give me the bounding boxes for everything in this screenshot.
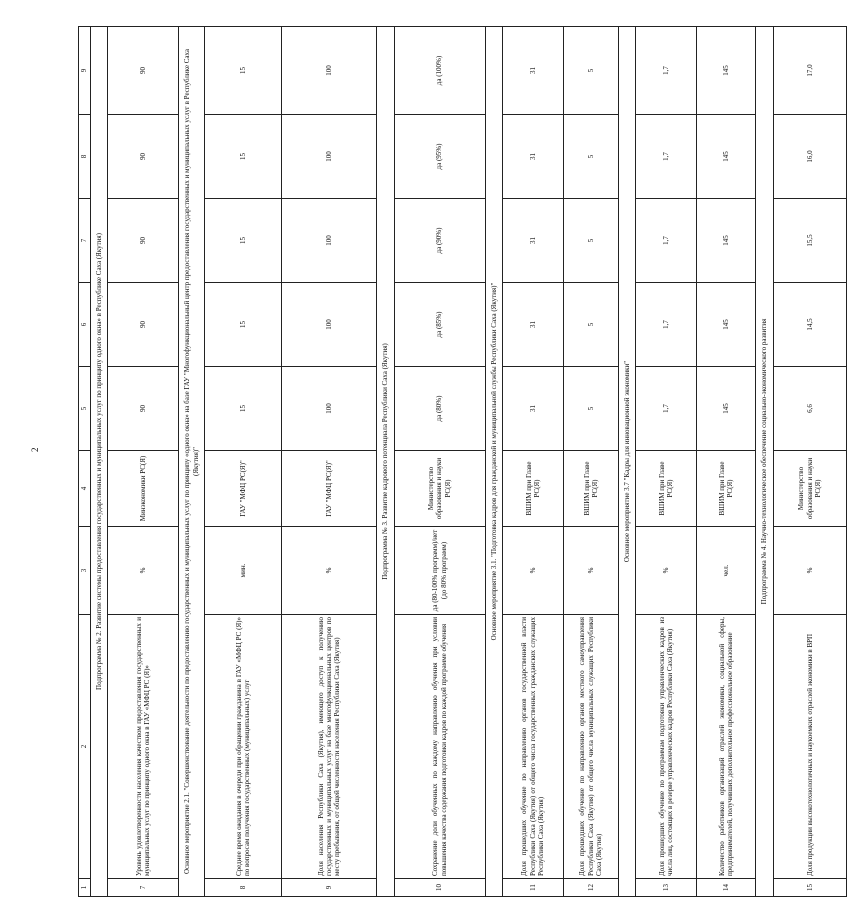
value-cell: 31 — [503, 27, 564, 115]
indicators-table — [78, 26, 847, 897]
section-heading-row — [619, 27, 636, 897]
value-cell: 1,7 — [636, 115, 697, 199]
table-row — [394, 27, 485, 897]
section-heading-row — [179, 27, 205, 897]
table-row — [773, 27, 846, 897]
unit-cell: чел. — [697, 527, 756, 615]
value-cell: 100 — [282, 367, 377, 451]
row-number: 9 — [282, 879, 377, 897]
value-cell: 31 — [503, 115, 564, 199]
value-cell: 145 — [697, 199, 756, 283]
value-cell: 100 — [282, 283, 377, 367]
column-number: 5 — [79, 367, 91, 451]
value-cell: да (100%) — [394, 27, 485, 115]
indicator-name: Среднее время ожидания в очереди при обращении гражданина в ГАУ «МФЦ РС (Я)» по вопросам получения государственных (муниципальных) услуг — [205, 615, 282, 879]
page-number: 2 — [30, 447, 40, 452]
unit-cell: мин. — [205, 527, 282, 615]
value-cell: да (95%) — [394, 115, 485, 199]
value-cell: 31 — [503, 283, 564, 367]
unit-cell: % — [564, 527, 619, 615]
value-cell: 5 — [564, 115, 619, 199]
value-cell: 90 — [108, 115, 179, 199]
table-row — [282, 27, 377, 897]
executor-cell: ВШИМ при Главе РС(Я) — [636, 451, 697, 527]
column-number: 7 — [79, 199, 91, 283]
value-cell: 31 — [503, 367, 564, 451]
row-number: 11 — [503, 879, 564, 897]
section-heading-row — [91, 27, 108, 897]
row-number: 12 — [564, 879, 619, 897]
executor-cell: Министерство образования и науки РС(Я) — [394, 451, 485, 527]
value-cell: 1,7 — [636, 199, 697, 283]
value-cell: 90 — [108, 367, 179, 451]
value-cell: 1,7 — [636, 283, 697, 367]
row-number: 15 — [773, 879, 846, 897]
indicator-name: Доля населения Республики Саха (Якутия), имеющего доступ к получению государственных и муниципальных услуг на базе многофункциональных центров по месту пребывания, от общей численности населения Республики Саха (Якутия) — [282, 615, 377, 879]
value-cell: 145 — [697, 27, 756, 115]
subprogram-heading: Подпрограмма № 4. Научно-технологическое обеспечение социально-экономического развития — [756, 27, 773, 897]
column-number: 1 — [79, 879, 91, 897]
value-cell: 145 — [697, 367, 756, 451]
unit-cell: % — [773, 527, 846, 615]
value-cell: да (85%) — [394, 283, 485, 367]
value-cell: 90 — [108, 27, 179, 115]
table-row — [205, 27, 282, 897]
column-number: 4 — [79, 451, 91, 527]
table-row — [697, 27, 756, 897]
indicator-name: Доля продукции высокотехнологичных и наукоемких отраслей экономики в ВРП — [773, 615, 846, 879]
value-cell: 5 — [564, 283, 619, 367]
executor-cell: ГАУ "МФЦ РС(Я)" — [282, 451, 377, 527]
value-cell: 5 — [564, 27, 619, 115]
value-cell: 17,0 — [773, 27, 846, 115]
executor-cell: Министерство образования и науки РС(Я) — [773, 451, 846, 527]
value-cell: 15,5 — [773, 199, 846, 283]
column-number-row — [79, 27, 91, 897]
column-number: 3 — [79, 527, 91, 615]
value-cell: 5 — [564, 367, 619, 451]
value-cell: 90 — [108, 283, 179, 367]
executor-cell: ВШИМ при Главе РС(Я) — [697, 451, 756, 527]
value-cell: 15 — [205, 367, 282, 451]
value-cell: 16,0 — [773, 115, 846, 199]
indicator-name: Доля прошедших обучение по программам подготовки управленческих кадров из числа лиц, состоящих в резерве управленческих кадров Республики Саха (Якутия) — [636, 615, 697, 879]
table-row — [503, 27, 564, 897]
subprogram-heading: Подпрограмма № 3. Развитие кадрового потенциала Республики Саха (Якутия) — [377, 27, 394, 897]
value-cell: 1,7 — [636, 367, 697, 451]
row-number: 7 — [108, 879, 179, 897]
unit-cell: % — [636, 527, 697, 615]
row-number: 8 — [205, 879, 282, 897]
section-heading-row — [756, 27, 773, 897]
measure-heading: Основное мероприятие 3.7 "Кадры для инновационной экономики" — [619, 27, 636, 897]
unit-cell: % — [282, 527, 377, 615]
executor-cell: ВШИМ при Главе РС(Я) — [503, 451, 564, 527]
value-cell: 15 — [205, 283, 282, 367]
value-cell: 6,6 — [773, 367, 846, 451]
value-cell: 90 — [108, 199, 179, 283]
unit-cell: % — [108, 527, 179, 615]
table-row — [564, 27, 619, 897]
row-number: 14 — [697, 879, 756, 897]
unit-cell: % — [503, 527, 564, 615]
value-cell: 100 — [282, 115, 377, 199]
value-cell: да (80%) — [394, 367, 485, 451]
value-cell: 15 — [205, 199, 282, 283]
value-cell: 5 — [564, 199, 619, 283]
row-number: 10 — [394, 879, 485, 897]
executor-cell: ВШИМ при Главе РС(Я) — [564, 451, 619, 527]
value-cell: 14,5 — [773, 283, 846, 367]
subprogram-heading: Подпрограмма № 2. Развитие системы предоставления государственных и муниципальных услуг по принципу одного окна» в Республике Саха (Якутия) — [91, 27, 108, 897]
indicator-name: Уровень удовлетворенности населения качеством предоставления государственных и муниципальных услуг по принципу одного окна в ГАУ «МФЦ РС (Я)» — [108, 615, 179, 879]
indicator-name: Доля прошедших обучение по направлению органов государственной власти Республики Саха (Якутия) от общего числа государственных гражданских служащих Республики Саха (Якутия) — [503, 615, 564, 879]
indicators-table-container — [78, 27, 823, 897]
measure-heading: Основное мероприятие 2.1. "Совершенствование деятельности по предоставлению государственных и муниципальных услуг по принципу «одного окна» на базе ГАУ "Многофункциональный центр предоставления государственных и муниципальных услуг в Республике Саха (Якутия)" — [179, 27, 205, 897]
value-cell: 1,7 — [636, 27, 697, 115]
unit-cell: да (80-100% программ)/нет (до 80% программ) — [394, 527, 485, 615]
executor-cell: ГАУ "МФЦ РС(Я)" — [205, 451, 282, 527]
value-cell: 15 — [205, 115, 282, 199]
value-cell: 31 — [503, 199, 564, 283]
indicator-name: Количество работников организаций отраслей экономики, социальной сферы, предпринимателей, получивших дополнительное профессиональное образование — [697, 615, 756, 879]
value-cell: да (90%) — [394, 199, 485, 283]
column-number: 6 — [79, 283, 91, 367]
value-cell: 100 — [282, 27, 377, 115]
table-row — [636, 27, 697, 897]
executor-cell: Минэкономики РС(Я) — [108, 451, 179, 527]
indicator-name: Сохранение доли обученных по каждому направлению обучения при условии повышения качества содержания подготовки кадров по каждой программе обучения — [394, 615, 485, 879]
column-number: 2 — [79, 615, 91, 879]
row-number: 13 — [636, 879, 697, 897]
measure-heading: Основное мероприятие 3.1. "Подготовка кадров для гражданской и муниципальной службы Республики Саха (Якутия)" — [485, 27, 502, 897]
value-cell: 100 — [282, 199, 377, 283]
value-cell: 145 — [697, 115, 756, 199]
section-heading-row — [377, 27, 394, 897]
value-cell: 15 — [205, 27, 282, 115]
value-cell: 145 — [697, 283, 756, 367]
section-heading-row — [485, 27, 502, 897]
indicator-name: Доля прошедших обучение по направлению органов местного самоуправления Республики Саха (Якутия) от общего числа муниципальных служащих Республики Саха (Якутия) — [564, 615, 619, 879]
column-number: 9 — [79, 27, 91, 115]
column-number: 8 — [79, 115, 91, 199]
table-row — [108, 27, 179, 897]
